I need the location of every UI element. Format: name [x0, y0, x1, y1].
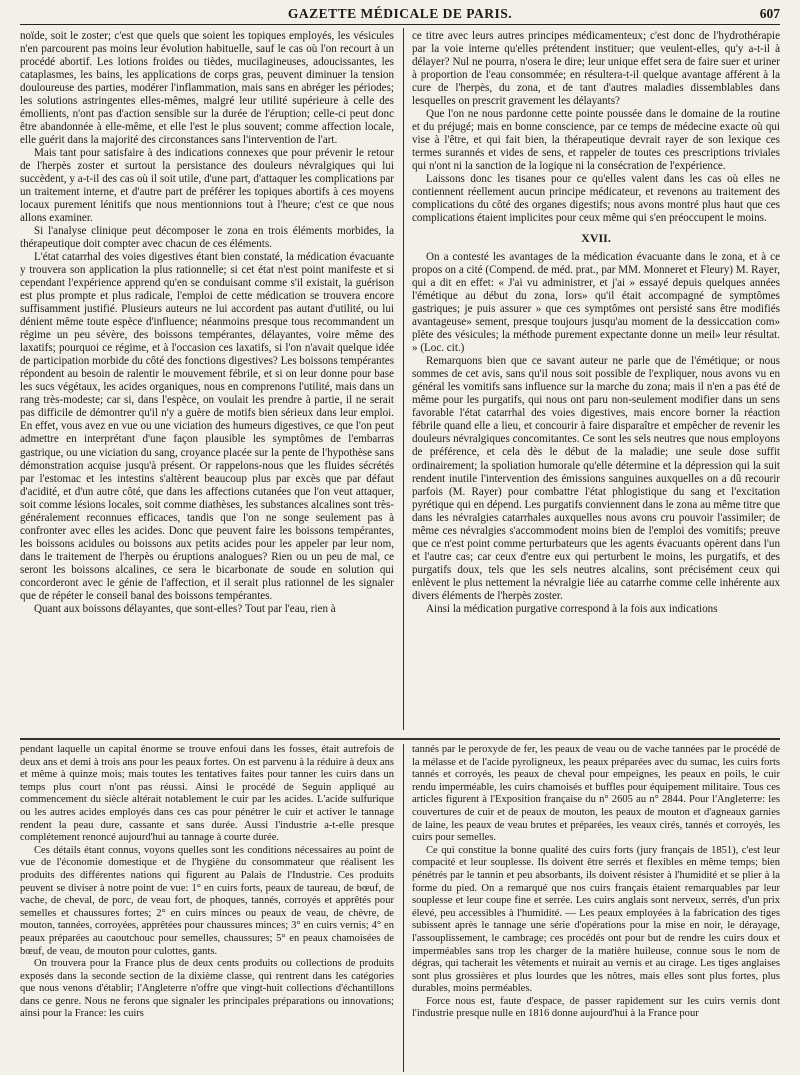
paragraph: Remarquons bien que ce savant auteur ne parle que de l'émétique; or nous sommes de cet avis, sans qu'il nous soit possible de l'expliquer, nous avons vu en général les vomitifs sans influence sur la marche du zona; mais il n'en a pas été de même pour les purgatifs, qui nous ont paru non-seulement modifier dans un sens favorable l'état catarrhal des voies digestives, mais encore borner la réaction fébrile quand elle a lieu, et concourir à faire disparaître et empêcher de revenir les douleurs névralgiques concomitantes. Ce sont les sels neutres que nous employons de préférence, et cela dès le début de la maladie; une seule dose suffit ordinairement; la spoliation humorale qu'elle détermine et la dépression qui la suit rendent inutile l'intervention des émissions sanguines auxquelles on a dû recourir parfois (M. Rayer) pour combattre l'état phlogistique du sang et l'excitation pyrétique qui en dépend. Les purgatifs conviennent dans le zona au même titre que dans les névralgies catarrhales auxquelles nous avons cru pouvoir l'assimiler; de même ces névralgies s'accommodent moins bien de l'emploi des vomitifs; preuve que ce n'est point comme perturbateurs que les agents évacuants opèrent dans l'un et l'autre cas; car ceux d'entre eux qui perturbent le moins, les purgatifs, et des purgatifs doux, tels que les sels neutres alcalins, sont précisément ceux qui enlèvent le plus nettement la névralgie liée au catarrhe comme celle inhérente aux divers éléments de l'herpès zoster. [412, 355, 780, 602]
paragraph: Quant aux boissons délayantes, que sont-elles? Tout par l'eau, rien à [34, 602, 336, 615]
section-number: XVII. [581, 231, 611, 246]
paragraph: Ce qui constitue la bonne qualité des cuirs forts (jury français de 1851), c'est leur compacité et leur souplesse. Ils doivent être serrés et flexibles en même temps; bien pénétrés par le tannin et peu absorbants, ils doivent résister à l'humidité et se plier à la forme du pied. On a remarqué que nos cuirs français étaient remarquables par leur souplesse et leur coupe fine et serrée. Les cuirs anglais sont nerveux, serrés, d'un prix élevé, peu accessibles à l'humidité. — Les peaux employées à la fabrication des tiges subissent après le tannage une série d'opérations pour la mise en noir, le dérayage, l'assouplissement, le cambrage; ces procédés ont pour but de rendre les cuirs doux et imperméables sans trop les charger de la matière huileuse, connue sous le nom de dégras, qui tacherait les vêtements et nuirait au vernis et au cirage. Les tiges anglaises sont plus grossières et plus lourdes que les nôtres, mais elles sont plus fortes, plus durables, moins perméables. [412, 844, 780, 995]
paragraph: On trouvera pour la France plus de deux cents produits ou collections de produits exposés dans la seconde section de la dixième classe, qui rentrent dans les catégories que nous venons d'établir; l'Angleterre n'offre que vingt-huit collections d'échantillons dans ce genre. Nous ne ferons que signaler les principales préparations ou innovations; ainsi pour la France: les cuirs [20, 958, 394, 1020]
footer-column-divider [403, 744, 404, 1072]
footer-right-column [412, 744, 780, 1072]
paragraph: Ainsi la médication purgative correspond à la fois aux indications [426, 602, 718, 615]
column-divider [403, 28, 404, 730]
right-column [412, 30, 780, 730]
paragraph: tannés par le peroxyde de fer, les peaux de veau ou de vache tannées par le procédé de la mélasse et de l'acide pyroligneux, les peaux préparées avec du sumac, les cuirs forts tannés et corroyés, les peaux de cheval pour empeignes, les peaux en poils, le cuir rendu imperméable, les cuirs chamoisés et buffles pour équipement militaire. Tous ces articles figurent à l'Exposition française du n° 2605 au n° 2844. Pour l'Angleterre: les couvertures de cuir et de peaux de mouton, les peaux de mouton et d'agneaux garnies de laine, les peaux de veau brutes et préparées, les veaux cirés, tannés et corroyés, les cuirs pour semelles. [412, 744, 780, 844]
paragraph: Si l'analyse clinique peut décomposer le zona en trois éléments morbides, la thérapeutique doit compter avec chacun de ces éléments. [20, 225, 394, 251]
paragraph: Que l'on ne nous pardonne cette pointe poussée dans le domaine de la routine et du préjugé; mais en bonne conscience, par ce temps de médecine exacte où qui vise à l'être, et qui fait bien, la thérapeutique devrait rayer de son lexique ces termes surannés et vides de sens, et rappeler de toutes ces prescriptions triviales qui n'ont ni la sanction de la logique ni la consécration de l'expérience. [412, 108, 780, 173]
left-column [20, 30, 394, 730]
paragraph: Laissons donc les tisanes pour ce qu'elles valent dans les cas où elles ne contiennent réellement aucun principe médicateur, et revenons au traitement des complications du côté des organes digestifs; nous avons montré plus haut que ces complications étaient implicites pour ceux même qui s'en préoccupent le moins. [412, 173, 780, 225]
paragraph: On a contesté les avantages de la médication évacuante dans le zona, et à ce propos on a cité (Compend. de méd. prat., par MM. Monneret et Fleury) M. Rayer, qui a dit en effet: « J'ai vu administrer, et j'ai » essayé depuis quelques années l'émétique au début du zona, lors» qu'il était accompagné de symptômes gastriques; je puis assurer » que ces symptômes ont persisté sans être modifiés avantageuse» sement, presque toujours jusqu'au moment de la dessiccation com» plète des vésicules; la méthode purement expectante donne un meil» leur résultat. » (Loc. cit.) [412, 251, 780, 355]
paragraph: noïde, soit le zoster; c'est que quels que soient les topiques employés, les vésicules n'en parcourent pas moins leur évolution habituelle, sauf le cas où l'on recourt à un procédé abortif. Les lotions froides ou tièdes, mucilagineuses, adoucissantes, les cataplasmes, les bains, les applications de corps gras, peuvent diminuer la tension douloureuse des parties, modérer l'inflammation, mais sans en abréger les périodes; les solutions astringentes elles-mêmes, malgré leur utilité supérieure à celle des émollients, n'ont pas d'action sensible sur la durée de l'éruption; celle-ci peut donc être abandonnée à elle-même, et elle l'est le plus souvent; comme affection locale, elle guérit dans la majorité des circonstances sans l'intervention de l'art. [20, 30, 394, 147]
page-header [20, 6, 780, 25]
footer-left-column [20, 744, 394, 1072]
footer-separator [20, 738, 780, 740]
paragraph: ce titre avec leurs autres principes médicamenteux; c'est donc de l'hydrothérapie par la voie interne qu'elles prétendent instituer; que veulent-elles, qu'y a-t-il à délayer? Nul ne pourra, n'osera le dire; leur unique effet sera de faire suer et uriner à proportion de l'eau consommée; en résultera-t-il quelque avantage afférent à la cure de l'herpès, du zona, et de tant d'autres maladies dissemblables dans lesquelles on prescrit gravement les délayants? [412, 30, 780, 108]
page-number: 607 [759, 6, 780, 21]
journal-title: GAZETTE MÉDICALE DE PARIS. [287, 6, 513, 21]
paragraph: Ces détails étant connus, voyons quelles sont les conditions nécessaires au point de vue de l'économie domestique et de l'hygiène du consommateur que réalisent les produits des différentes nations qui figurent au Palais de l'Industrie. Ces produits peuvent se diviser à notre point de vue: 1° en cuirs forts, peaux de taureau, de bœuf, de vache, de cheval, de porc, de veau fort, de phoques, tannés, corroyés et apprêtés pour semelles et chaussures fortes; 2° en cuirs minces ou peaux de veau, de chèvre, de mouton, tannées, corroyées, apprêtées pour chaussures minces; 3° en cuirs vernis; 4° en peaux préparées au caoutchouc pour semelles, chaussures; 5° en peaux chamoisées de bœuf, de veau, de mouton pour culottes, gants. [20, 844, 394, 957]
paragraph: L'état catarrhal des voies digestives étant bien constaté, la médication évacuante y trouvera son application la plus rationnelle; si cet état n'est point manifeste et si cependant l'expérience apprend qu'en se conduisant comme s'il existait, la guérison est plus prompte et plus radicale, l'emploi de cette médication se trouvera encore suffisamment justifié. Plusieurs auteurs ne lui accordent pas autant d'utilité, ou lui dénient même toute espèce d'influence; néanmoins presque tous recommandent un régime un peu sévère, des boissons tempérantes, délayantes, voire même des laxatifs; pourquoi ce régime, et à l'occasion ces laxatifs, si l'on n'avait quelque idée de participation morbide du côté des fonctions digestives? Les boissons tempérantes répondent au besoin de ralentir le mouvement fébrile, et si on leur donne pour base les sucs végétaux, les acides organiques, nous en comprenons l'utilité, mais dans un rang très-modeste; car si, dans l'espèce, on voulait les prendre à partie, il ne serait pas difficile de démontrer qu'il n'y a guère de motifs bien sérieux dans leur emploi. En effet, vous avez en vue ou une viciation des humeurs digestives, ce que l'on peut admettre en interprétant d'une façon plausible les symptômes de l'embarras gastrique, ou une viciation du sang, croyance placée sur la pente de l'hypothèse sans démonstration acquise jusqu'à présent. Or rappelons-nous que les fluides sécrétés par l'estomac et les intestins s'altèrent beaucoup plus par excès que par défaut d'acidité, et d'un autre côté, que dans les affections cutanées que l'on veut attaquer, soit comme lésions locales, soit comme diathèses, les substances alcalines sont très-généralement reconnues efficaces, tandis que l'on ne songe seulement pas à confronter avec elles les acides. Donc que peuvent faire les boissons tempérantes, les boissons acidules ou boissons aux petits acides pour les appeler par leur nom, dans le traitement de l'herpès ou éruptions analogues? Rien ou un peu de mal, ce seront les boissons alcalines, ce sera le bicarbonate de soude en solution qui concorderont avec le génie de l'affection, et il serait plus rationnel de les signaler que de répéter le conseil banal des boissons tempérantes. [20, 251, 394, 602]
paragraph: Force nous est, faute d'espace, de passer rapidement sur les cuirs vernis dont l'industrie presque nulle en 1816 donne aujourd'hui à la France pour [412, 995, 780, 1020]
paragraph: Mais tant pour satisfaire à des indications connexes que pour prévenir le retour de l'herpès zoster et surtout la persistance des douleurs névralgiques qui lui succèdent, y a-t-il des cas où il soit utile, d'une part, d'attaquer les complications par un traitement interne, et d'autre part de préférer les topiques abortifs à ces moyens locaux purement lénitifs que nous mentionnions tout à l'heure; c'est ce que nous allons examiner. [20, 147, 394, 225]
paragraph: pendant laquelle un capital énorme se trouve enfoui dans les fosses, était autrefois de deux ans et demi à trois ans pour les peaux fortes. On est parvenu à la réduire à deux ans et même à quinze mois; mais toutes les tentatives faites pour tanner les cuirs dans un temps plus court n'ont pas réussi. Ainsi le procédé de Seguin appliqué au commencement du siècle altérait notablement le cuir par les acides. L'acide sulfurique ou les autres acides employés dans ces cas pour pénétrer le cuir et activer le tannage rendent la peau dure, cassante et sans durée. Aussi l'industrie a-t-elle presque complétement renoncé aujourd'hui au tannage à courte durée. [20, 744, 394, 844]
